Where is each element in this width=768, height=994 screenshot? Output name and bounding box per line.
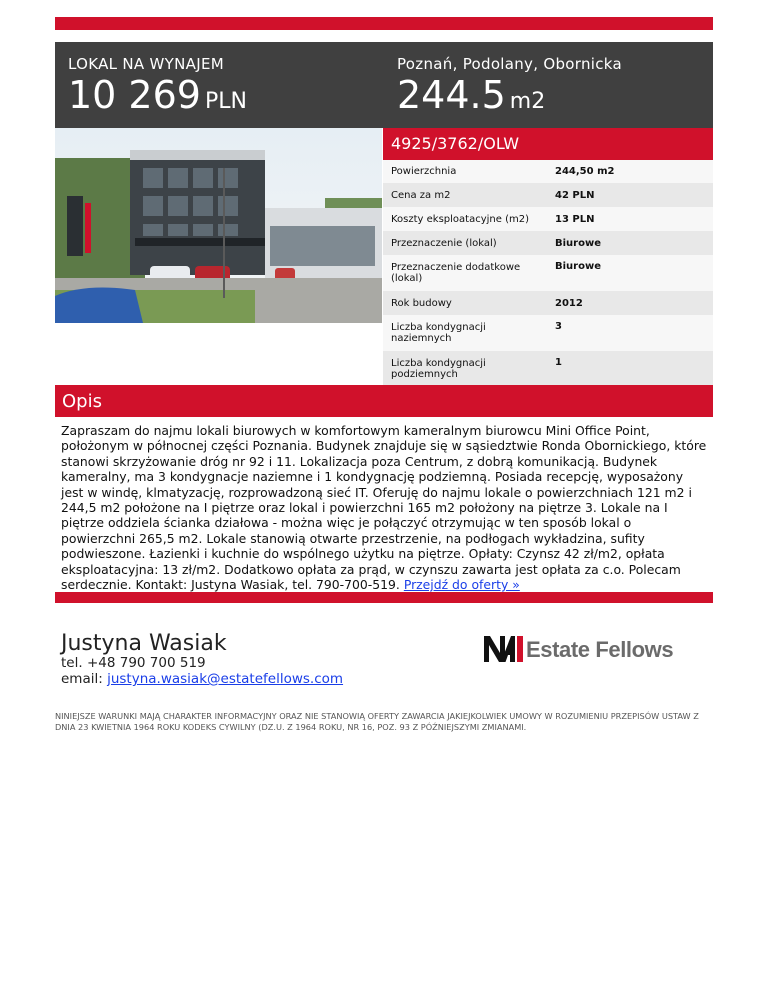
area-value: 244.5 [397, 73, 506, 117]
offer-link[interactable]: Przejdź do oferty » [403, 577, 520, 593]
price-unit: PLN [204, 89, 247, 114]
table-row [383, 351, 713, 386]
spec-label: Liczba kondygnacji naziemnych [391, 322, 486, 344]
location: Poznań, Podolany, Obornicka [397, 55, 623, 73]
price [68, 73, 247, 121]
price-block [68, 42, 247, 121]
nai-logo-mark [484, 634, 526, 664]
top-accent-bar [55, 17, 713, 30]
spec-label: Koszty eksploatacyjne (m2) [391, 213, 529, 225]
email-link[interactable]: justyna.wasiak@estatefellows.com [107, 671, 344, 687]
spec-value: 13 PLN [555, 213, 595, 225]
reference-number: 4925/3762/OLW [391, 134, 520, 153]
area-unit: m2 [509, 89, 546, 114]
table-row [383, 160, 713, 183]
table-row [383, 315, 713, 351]
table-row [383, 231, 713, 255]
spec-value: 2012 [555, 297, 583, 309]
agent-name: Justyna Wasiak [61, 631, 227, 656]
table-row [383, 207, 713, 231]
table-row [383, 291, 713, 315]
agent-email [61, 671, 343, 687]
agent-phone [61, 655, 206, 671]
phone-label: tel. [61, 655, 83, 671]
reference-bar [383, 128, 713, 160]
spec-label: Przeznaczenie dodatkowe (lokal) [391, 262, 521, 284]
phone-number: +48 790 700 519 [86, 655, 206, 671]
description-body [61, 423, 709, 592]
legal-disclaimer: NINIEJSZE WARUNKI MAJĄ CHARAKTER INFORMACYJNY ORAZ NIE STANOWIĄ OFERTY ZAWARCIA JAKIEJKOLWIEK UMOWY W ROZUMIENIU PRZEPISÓW USTAW Z DNIA 23 KWIETNIA 1964 ROKU KODEKS CYWILNY (DZ.U. Z 1964 ROKU, NR 16, POZ. 93 Z PÓŹNIEJSZYMI ZMIANAMI. [55, 711, 699, 732]
description-heading: Opis [62, 391, 102, 412]
property-photo [55, 128, 382, 323]
separator-bar [55, 592, 713, 603]
table-row [383, 183, 713, 207]
spec-value: 3 [555, 321, 562, 332]
listing-header [55, 42, 713, 128]
table-row [383, 255, 713, 291]
price-value: 10 269 [68, 73, 201, 117]
logo-text: Estate Fellows [526, 637, 674, 662]
email-label: email: [61, 671, 103, 687]
spec-value: Biurowe [555, 237, 601, 249]
spec-label: Powierzchnia [391, 166, 457, 177]
spec-value: 244,50 m2 [555, 166, 615, 177]
description-text: Zapraszam do najmu lokali biurowych w komfortowym kameralnym biurowcu Mini Office Point, położonym w północnej części Poznania. Budynek znajduje się w sąsiedztwie Ronda Obornickiego, które stanowi skrzyżowanie dróg nr 92 i 11. Lokalizacja poza Centrum, z dobrą komunikacją. Budynek kameralny, ma 3 kondygnacje naziemne i 1 kondygnację podziemną. Posiada recepcję, wyposażony jest w windę, klmatyzację, rozprowadzoną sieć IT. Oferuję do najmu lokale o powierzchniach 121 m2 i 244,5 m2 położone na I piętrze oraz lokal i powierzchni 165 m2 położony na piętrze 3. Lokale na I piętrze oddziela ścianka działowa - można więc je połączyć otrzymując w ten sposób lokal o powierzchni 265,5 m2. Lokale stanowią otwarte przestrzenie, na podłogach wykładzina, sufity podwieszone. Łazienki i kuchnie do wspólnego użytku na piętrze. Opłaty: Czynsz 42 zł/m2, opłata eksploatacyjna: 13 zł/m2. Dodatkowo opłata za prąd, w czynszu zawarta jest opłata za c.o. Polecam serdecznie. Kontakt: Justyna Wasiak, tel. 790-700-519. [61, 423, 707, 593]
spec-label: Rok budowy [391, 297, 452, 309]
area [397, 73, 622, 121]
specs-table [383, 160, 713, 386]
description-heading-bar [55, 385, 713, 417]
spec-value: Biurowe [555, 261, 601, 272]
listing-type: LOKAL NA WYNAJEM [68, 55, 224, 73]
spec-value: 1 [555, 357, 562, 368]
area-block [397, 42, 622, 121]
spec-label: Przeznaczenie (lokal) [391, 237, 497, 249]
company-logo [484, 634, 706, 666]
spec-value: 42 PLN [555, 189, 595, 201]
spec-label: Cena za m2 [391, 189, 451, 201]
spec-label: Liczba kondygnacji podziemnych [391, 357, 486, 380]
